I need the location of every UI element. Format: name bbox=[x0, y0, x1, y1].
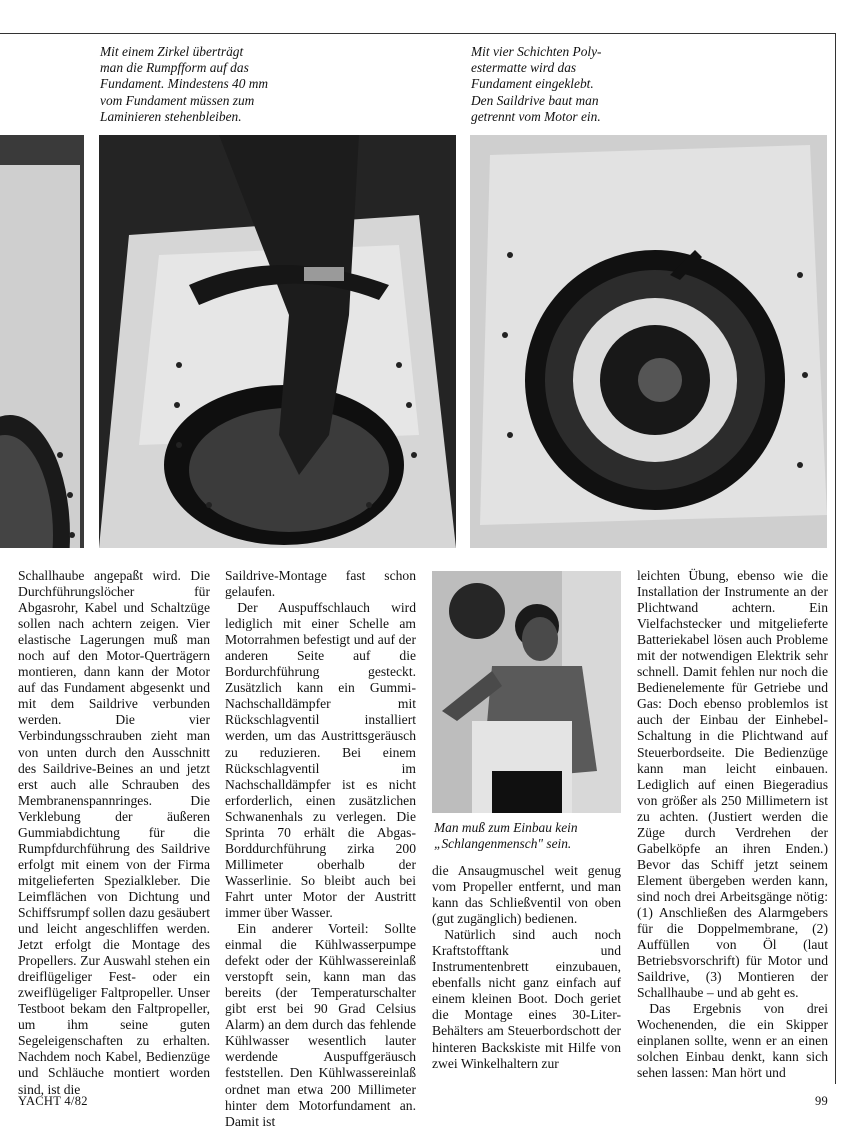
caption-top-left: Mit einem Zirkel überträgt man die Rumpfform auf das Fundament. Mindestens 40 mm vom Fundament müssen zum Laminieren stehenbleiben. bbox=[100, 44, 269, 124]
paragraph: Das Ergebnis von drei Wochenenden, die ein Skipper einplanen sollte, wenn er an einen solchen Einbau denkt, kann sich sehen lassen: Man hört und bbox=[637, 1001, 828, 1081]
caption-inset: Man muß zum Einbau kein „Schlangenmensch" sein. bbox=[434, 820, 578, 852]
paragraph: die Ansaugmuschel weit genug vom Propeller entfernt, und man kann das Schließventil von oben (gut zugänglich) bedienen. bbox=[432, 863, 621, 927]
text-column-4 bbox=[637, 568, 828, 1082]
paragraph: Der Auspuffschlauch wird lediglich mit einer Schelle am Motorrahmen befestigt und auf der anderen Seite auf die Bordurchführung gesteckt. Zusätzlich kann ein Gummi-Nachschalldämpfer mit Rückschlagventil installiert werden, um das Austrittsgeräusch zu reduzieren. Bei einem Rückschlagventil im Nachschalldämpfer ist es nicht erforderlich, einen zusätzlichen Schwanenhals zu verlegen. Die Sprinta 70 erhält die Abgas-Borddurchführung zirka 200 Millimeter oberhalb der Wasserlinie. So bleibt auch bei Fahrt unter Motor der Austritt immer über Wasser. bbox=[225, 600, 416, 920]
page-number: 99 bbox=[815, 1094, 829, 1108]
paragraph: Schallhaube angepaßt wird. Die Durchführungslöcher für Abgasrohr, Kabel und Schaltzüge sollen nach achtern zeigen. Vier elastische Lagerungen muß man noch auf den Motor-Querträgern montieren, dann kann der Motor auf das Fundament abgesenkt und mit dem Saildrive verbunden werden. Die vier Verbindungsschrauben zieht man von unten durch den Ausschnitt des Saildrive-Beines an und jetzt erst auch alle Schrauben des Membranenspannringes. Die Verklebung der äußeren Gummiabdichtung für die Rumpfdurchführung des Saildrive erfolgt mit einem von der Firma mitgelieferten Spezialkleber. Die Leimflächen von Dichtung und Schiffsrumpf sollen dazu gesäubert und leicht angeschliffen werden. Jetzt erfolgt die Montage des Propellers. Zur Auswahl stehen ein dreiflügeliger Fest- oder ein zweiflügeliger Faltpropeller. Unser Testboot bekam den Faltpropeller, um ihm seine guten Segeleigenschaften zu erhalten. Nachdem noch Kabel, Bedienzüge und Schläuche montiert worden sind, ist die bbox=[18, 568, 210, 1097]
text-column-2 bbox=[225, 568, 416, 1130]
hand-with-compass-photo bbox=[99, 135, 456, 548]
text-column-3 bbox=[432, 863, 621, 1072]
saildrive-membrane-photo bbox=[470, 135, 827, 548]
magazine-issue: YACHT 4/82 bbox=[18, 1094, 88, 1108]
caption-top-right: Mit vier Schichten Poly- estermatte wird das Fundament eingeklebt. Den Saildrive baut man getrennt vom Motor ein. bbox=[471, 44, 602, 124]
paragraph: Natürlich sind auch noch Kraftstofftank und Instrumentenbrett einzubauen, ebenfalls nicht ganz einfach auf einem kleinen Boot. Doch geriet die Montage eines 30-Liter-Behälters am Steuerbordschott der hinteren Backskiste mit Hilfe von zwei Winkelhaltern zur bbox=[432, 927, 621, 1071]
paragraph: Ein anderer Vorteil: Sollte einmal die Kühlwasserpumpe defekt oder der Kühlwassereinlaß verstopft sein, kann man das bereits (der Temperaturschalter gibt erst bei 90 Grad Celsius Alarm) an dem durch das fehlende Kühlwasser wesentlich lauter werdende Auspuffgeräusch feststellen. Den Kühlwassereinlaß ordnet man etwa 200 Millimeter hinter dem Motorfundament an. Damit ist bbox=[225, 921, 416, 1129]
text-column-1 bbox=[18, 568, 210, 1098]
paragraph: Saildrive-Montage fast schon gelaufen. bbox=[225, 568, 416, 600]
man-in-engine-compartment-photo bbox=[432, 571, 621, 813]
hull-opening-photo-left bbox=[0, 135, 84, 548]
paragraph: leichten Übung, ebenso wie die Installation der Instrumente an der Plichtwand achtern. Ein Vielfachstecker und mitgelieferte Batteriekabel lösen auch Probleme mit der notwendigen Elektrik sehr schnell. Damit fehlen nur noch die Bedienelemente für Getriebe und Gas: Doch ebenso problemlos ist auch der Einbau der Einhebel-Schaltung in die Plichtwand auf Steuerbordseite. Die Bedienzüge kann man leicht einbauen. Lediglich auf einen Biegeradius von größer als 250 Millimetern ist zu achten. (Justiert werden die Züge durch Verdrehen der Gabelköpfe an ihren Enden.) Bevor das Schiff jetzt seinem Element übergeben werden kann, sind noch drei Arbeitsgänge nötig: (1) Anschließen des Alarmgebers für die Doppelmembrane, (2) Auffüllen von Öl (laut Betriebsvorschrift) für Motor und Saildrive, (3) Montieren der Schallhaube – und ab geht es. bbox=[637, 568, 828, 1001]
